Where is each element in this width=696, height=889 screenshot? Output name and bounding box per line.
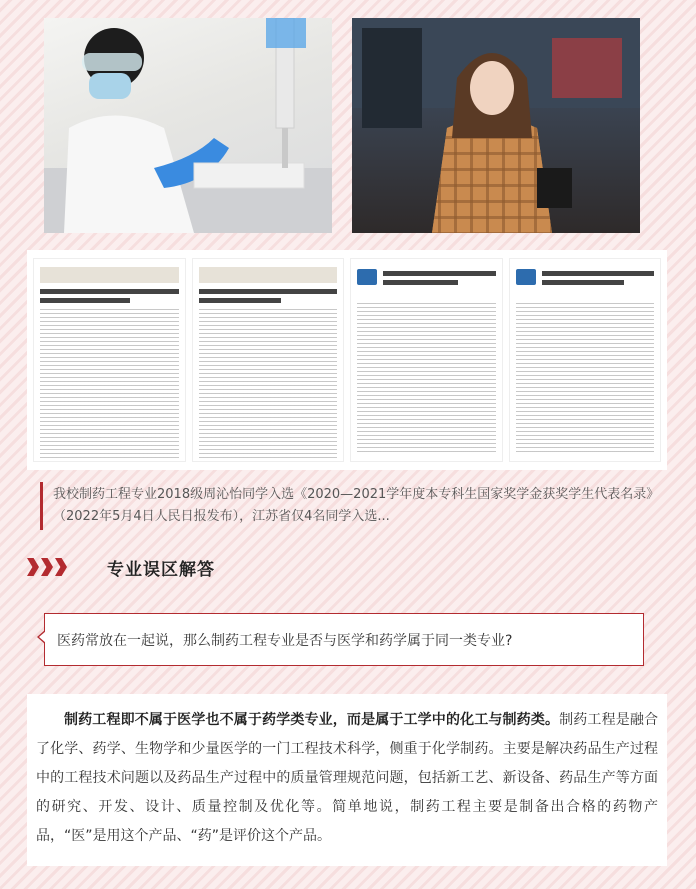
paper-page-1: [33, 258, 186, 462]
photo-caption: 我校制药工程专业2018级周沁怡同学入选《2020—2021学年度本专科生国家奖学金获奖学生代表名录》（2022年5月4日人民日报发布），江苏省仅4名同学入选...: [40, 482, 673, 530]
section-title: 专业误区解答: [107, 559, 215, 580]
answer-paragraph: [27, 694, 667, 866]
portrait-photo: [352, 18, 640, 233]
paper-page-3: [350, 258, 503, 462]
answer-body: 制药工程是融合了化学、药学、生物学和少量医学的一门工程技术科学，侧重于化学制药。主要是解决药品生产过程中的工程技术问题以及药品生产过程中的质量管理规范问题，包括新工艺、新设备、药品生产等方面的研究、开发、设计、质量控制及优化等。简单地说，制药工程主要是制备出合格的药物产品，“医”是用这个产品、“药”是评价这个产品。: [36, 712, 659, 844]
answer-lead: 制药工程即不属于医学也不属于药学类专业，而是属于工学中的化工与制药类。: [64, 712, 560, 728]
lab-illustration: [44, 18, 332, 233]
question-text: 医药常放在一起说，那么制药工程专业是否与医学和药学属于同一类专业?: [57, 632, 513, 649]
journal-logo-icon: [516, 269, 536, 285]
paper-page-4: [509, 258, 662, 462]
question-box: [44, 613, 644, 666]
paper-screenshots: [27, 250, 667, 470]
paper-page-2: [192, 258, 345, 462]
portrait-illustration: [352, 18, 640, 233]
lab-photo: [44, 18, 332, 233]
journal-logo-icon: [357, 269, 377, 285]
section-header: [27, 555, 215, 579]
chevron-arrows-icon: [27, 558, 73, 576]
